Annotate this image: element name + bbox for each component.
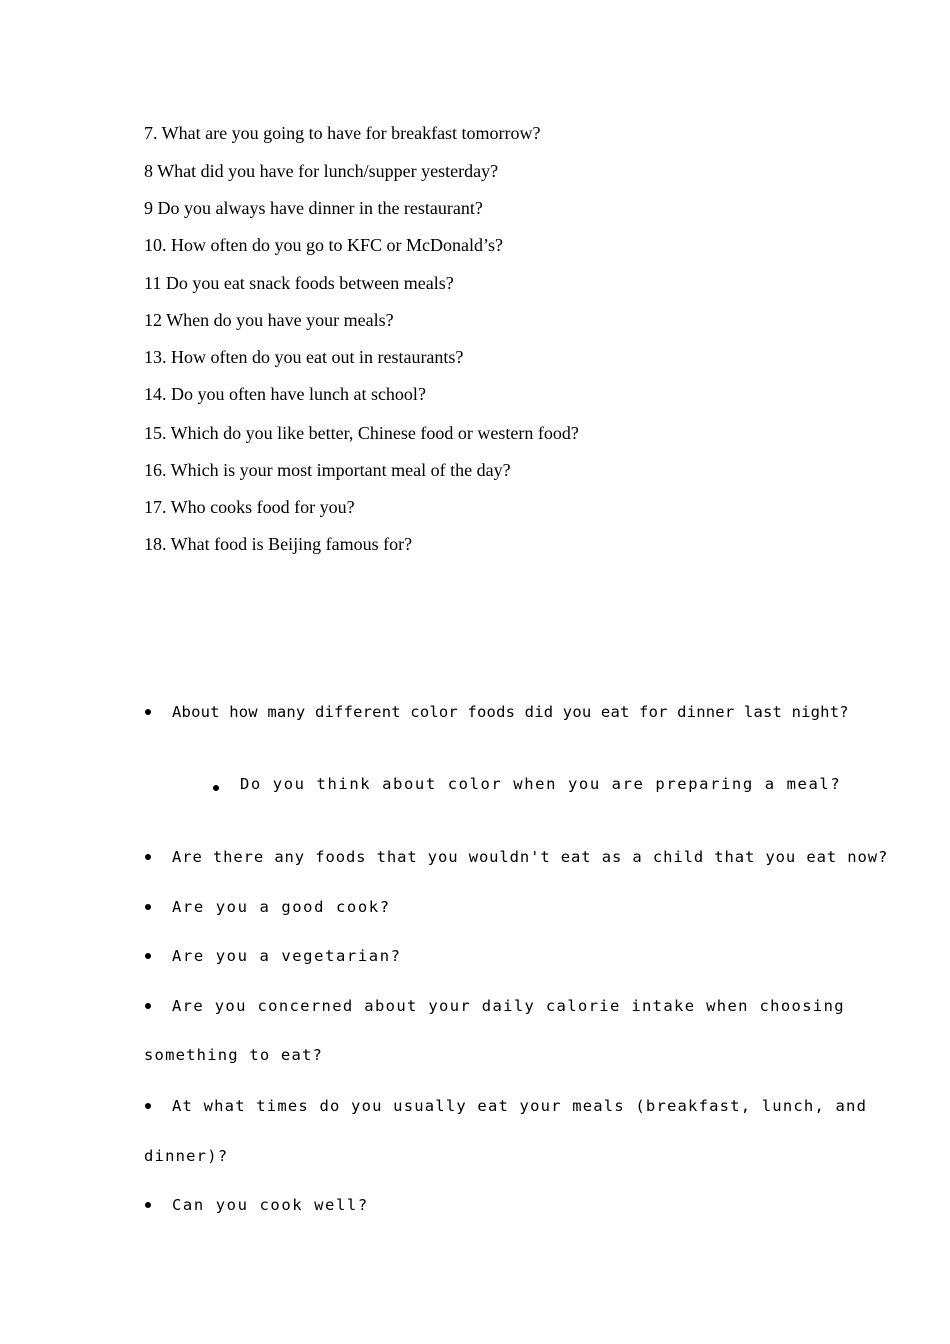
question-13: 13. How often do you eat out in restaurants? [144,347,464,367]
bullet-dot-icon [145,1202,151,1208]
question-18: 18. What food is Beijing famous for? [144,534,413,554]
bullet-item-1: About how many different color foods did you eat for dinner last night? [172,703,849,721]
bullet-item-8: Can you cook well? [172,1196,369,1214]
bullet-dot-icon [213,785,219,791]
question-11: 11 Do you eat snack foods between meals? [144,273,454,293]
bullet-dot-icon [145,1103,151,1109]
bullet-item-7-line-1: At what times do you usually eat your meals (breakfast, lunch, and [172,1097,868,1115]
bullet-item-2: Do you think about color when you are preparing a meal? [240,775,842,793]
question-7: 7. What are you going to have for breakfast tomorrow? [144,123,541,143]
question-14: 14. Do you often have lunch at school? [144,384,426,404]
bullet-dot-icon [145,1003,151,1009]
question-16: 16. Which is your most important meal of the day? [144,460,511,480]
bullet-item-5: Are you a vegetarian? [172,947,402,965]
question-8: 8 What did you have for lunch/supper yesterday? [144,161,499,181]
question-9: 9 Do you always have dinner in the restaurant? [144,198,483,218]
bullet-item-4: Are you a good cook? [172,898,391,916]
bullet-dot-icon [145,904,151,910]
bullet-item-6-line-2: something to eat? [144,1046,324,1064]
bullet-item-3: Are there any foods that you wouldn't eat as a child that you eat now? [172,848,889,866]
question-17: 17. Who cooks food for you? [144,497,355,517]
bullet-dot-icon [145,854,151,860]
bullet-dot-icon [145,709,151,715]
bullet-item-6-line-1: Are you concerned about your daily calorie intake when choosing [172,997,845,1015]
question-12: 12 When do you have your meals? [144,310,394,330]
question-15: 15. Which do you like better, Chinese food or western food? [144,423,579,443]
bullet-dot-icon [145,953,151,959]
question-10: 10. How often do you go to KFC or McDonald’s? [144,235,503,255]
bullet-item-7-line-2: dinner)? [144,1147,229,1165]
